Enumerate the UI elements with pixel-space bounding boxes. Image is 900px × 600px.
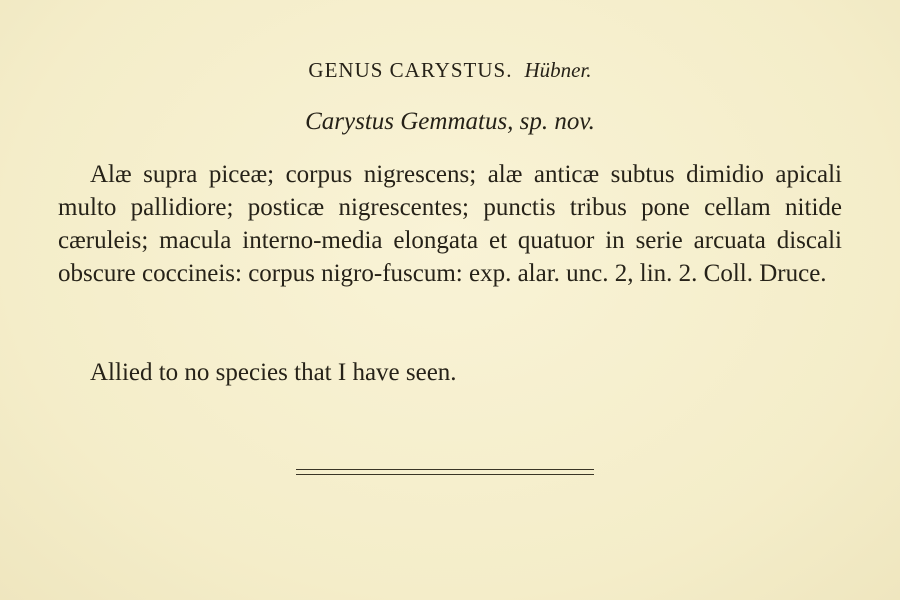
genus-heading <box>0 56 900 84</box>
species-title: Carystus Gemmatus, sp. nov. <box>305 108 595 135</box>
genus-name: GENUS CARYSTUS. <box>308 58 513 82</box>
remark-paragraph: Allied to no species that I have seen. <box>90 359 457 386</box>
section-divider-bottom <box>296 474 594 475</box>
genus-author: Hübner. <box>524 58 592 82</box>
section-divider-top <box>296 469 594 470</box>
latin-diagnosis: Alæ supra piceæ; corpus nigrescens; alæ anticæ subtus dimidio apicali multo pallidiore; posticæ nigrescentes; punctis tribus pone cellam nitide cæruleis; macula interno-media elongata et quatuor in serie arcuata discali obscure coccineis: corpus nigro-fuscum: exp. alar. unc. 2, lin. 2. Coll. Druce. <box>58 161 842 287</box>
